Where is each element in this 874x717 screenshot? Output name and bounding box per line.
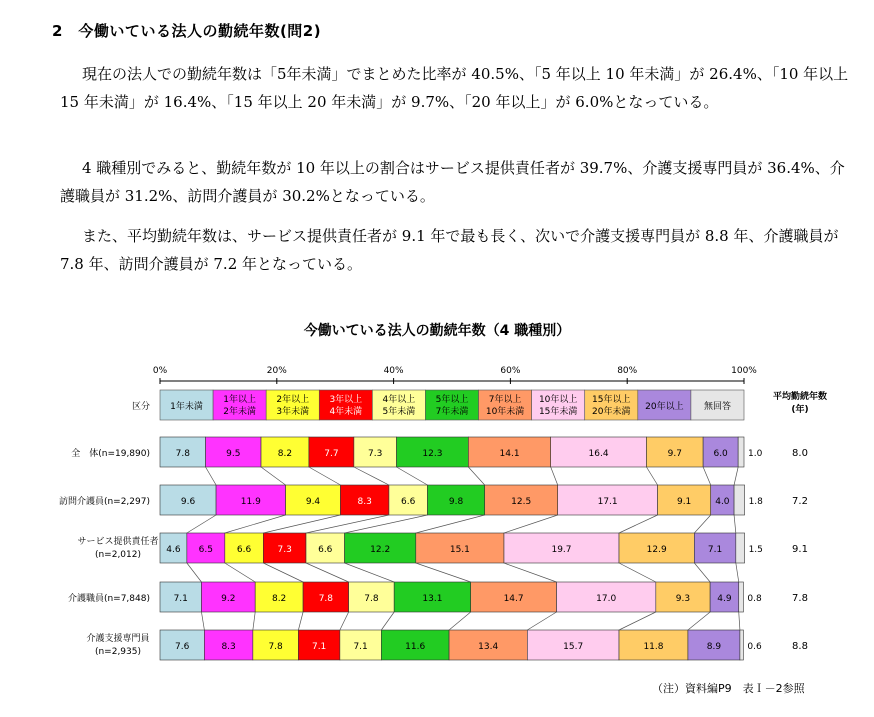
- bar-value-label: 19.7: [551, 545, 572, 555]
- connector-line: [688, 612, 710, 630]
- bar-value-label: 7.1: [173, 594, 188, 604]
- bar-value-label: 8.2: [271, 594, 287, 604]
- row-label: 訪問介護員(n=2,297): [58, 497, 150, 507]
- bar-segment: [739, 582, 744, 612]
- bar-value-label: 7.1: [353, 642, 368, 652]
- bar-value-label: 0.6: [747, 642, 762, 652]
- bar-value-label: 7.1: [311, 642, 327, 652]
- legend-label: 10年以上: [538, 395, 578, 405]
- row-label: 全 体(n=19,890): [71, 449, 150, 459]
- legend-label: 2年以上: [276, 395, 310, 405]
- x-tick-label: 20%: [266, 366, 287, 376]
- bar-segment: [734, 485, 745, 515]
- connector-line: [416, 515, 485, 533]
- legend-label: 2年未満: [223, 407, 257, 417]
- connector-line: [736, 563, 739, 582]
- bar-value-label: 7.1: [707, 545, 723, 555]
- bar-value-label: 7.8: [268, 642, 283, 652]
- bar-value-label: 6.6: [318, 545, 333, 555]
- legend-label: 1年以上: [223, 395, 257, 405]
- connector-line: [694, 563, 710, 582]
- connector-line: [354, 467, 389, 485]
- bar-value-label: 7.8: [318, 594, 334, 604]
- legend-label: 15年未満: [538, 407, 578, 417]
- bar-value-label: 8.9: [706, 642, 722, 652]
- bar-segment: [740, 630, 744, 660]
- row-label: 介護支援専門員: [86, 634, 150, 644]
- connector-line: [340, 612, 349, 630]
- bar-value-label: 7.3: [277, 545, 292, 555]
- legend-label: 4年以上: [382, 395, 416, 405]
- legend-label: 20年以上: [645, 402, 684, 412]
- row-label: (n=2,012): [94, 550, 142, 560]
- connector-line: [646, 467, 657, 485]
- bar-value-label: 4.9: [717, 594, 732, 604]
- connector-line: [201, 612, 204, 630]
- bar-value-label: 15.1: [449, 545, 470, 555]
- bar-value-label: 14.7: [503, 594, 524, 604]
- connector-line: [551, 467, 558, 485]
- connector-line: [225, 563, 255, 582]
- connector-line: [619, 612, 656, 630]
- connector-line: [381, 612, 394, 630]
- connector-line: [187, 515, 216, 533]
- bar-value-label: 6.6: [401, 497, 416, 507]
- bar-value-label: 13.1: [422, 594, 443, 604]
- legend-label: 4年未満: [329, 407, 363, 417]
- x-tick-label: 80%: [617, 366, 638, 376]
- bar-value-label: 9.2: [221, 594, 236, 604]
- section-heading: 2 今働いている法人の勤続年数(問2): [52, 22, 322, 40]
- bar-value-label: 9.8: [448, 497, 464, 507]
- bar-value-label: 7.3: [368, 449, 383, 459]
- connector-line: [206, 467, 217, 485]
- legend-label: 3年以上: [329, 395, 363, 405]
- connector-line: [345, 563, 395, 582]
- bar-value-label: 9.1: [676, 497, 692, 507]
- bar-value-label: 15.7: [563, 642, 584, 652]
- connector-line: [261, 467, 286, 485]
- bar-value-label: 1.0: [748, 449, 763, 459]
- connector-line: [253, 612, 255, 630]
- row-label: 介護職員(n=7,848): [67, 594, 150, 604]
- bar-value-label: 7.8: [364, 594, 379, 604]
- connector-line: [694, 515, 710, 533]
- avg-header-label: 平均勤続年数: [772, 392, 828, 402]
- average-years-value: 8.8: [792, 641, 808, 652]
- connector-line: [734, 467, 738, 485]
- bar-value-label: 9.6: [180, 497, 196, 507]
- bar-value-label: 9.5: [226, 449, 241, 459]
- bar-value-label: 9.7: [667, 449, 682, 459]
- bar-value-label: 6.6: [236, 545, 252, 555]
- bar-value-label: 6.5: [198, 545, 214, 555]
- connector-line: [263, 515, 340, 533]
- bar-value-label: 4.6: [166, 545, 181, 555]
- bar-value-label: 16.4: [588, 449, 609, 459]
- bar-value-label: 9.3: [675, 594, 691, 604]
- bar-value-label: 8.2: [277, 449, 293, 459]
- average-years-value: 7.8: [792, 593, 808, 604]
- connector-line: [504, 515, 558, 533]
- bar-value-label: 6.0: [713, 449, 728, 459]
- x-tick-label: 100%: [731, 366, 757, 376]
- connector-line: [309, 467, 341, 485]
- bar-value-label: 12.5: [511, 497, 532, 507]
- connector-line: [504, 563, 557, 582]
- row-label: (n=2,935): [94, 647, 142, 657]
- connector-line: [739, 612, 740, 630]
- bar-segment: [736, 533, 745, 563]
- bar-segment: [738, 437, 744, 467]
- connector-line: [187, 563, 202, 582]
- connector-line: [468, 467, 484, 485]
- connector-line: [306, 563, 349, 582]
- bar-value-label: 8.3: [357, 497, 372, 507]
- connector-line: [527, 612, 556, 630]
- legend-label: 無回答: [703, 402, 731, 412]
- legend-label: 15年以上: [592, 395, 631, 405]
- average-years-value: 9.1: [792, 544, 808, 555]
- x-tick-label: 40%: [383, 366, 404, 376]
- bar-value-label: 17.1: [597, 497, 618, 507]
- bar-value-label: 11.6: [405, 642, 426, 652]
- connector-line: [734, 515, 736, 533]
- bar-value-label: 7.7: [324, 449, 339, 459]
- legend-label: 20年未満: [592, 407, 631, 417]
- average-years-value: 8.0: [792, 448, 808, 459]
- bar-value-label: 7.8: [175, 449, 190, 459]
- legend-label: 5年以上: [435, 395, 469, 405]
- legend-label: 10年未満: [485, 407, 525, 417]
- connector-line: [703, 467, 711, 485]
- bar-value-label: 11.8: [643, 642, 664, 652]
- x-tick-label: 0%: [152, 366, 168, 376]
- paragraph-2: 4 職種別でみると、勤続年数が 10 年以上の割合はサービス提供責任者が 39.7%、介護支援専門員が 36.4%、介護職員が 31.2%、訪問介護員が 30.2%となっている。: [60, 159, 845, 205]
- bar-value-label: 12.2: [370, 545, 391, 555]
- connector-line: [619, 515, 658, 533]
- avg-header-unit: (年): [791, 405, 809, 415]
- connector-line: [397, 467, 428, 485]
- header-label: 区分: [131, 402, 150, 412]
- paragraph-3: また、平均勤続年数は、サービス提供責任者が 9.1 年で最も長く、次いで介護支援専門員が 8.8 年、介護職員が 7.8 年、訪問介護員が 7.2 年となっている。: [60, 227, 839, 273]
- connector-line: [263, 563, 303, 582]
- bar-value-label: 4.0: [715, 497, 730, 507]
- x-tick-label: 60%: [500, 366, 521, 376]
- bar-value-label: 1.8: [748, 497, 763, 507]
- connector-line: [306, 515, 389, 533]
- bar-value-label: 7.6: [175, 642, 190, 652]
- bar-value-label: 14.1: [499, 449, 520, 459]
- connector-line: [345, 515, 428, 533]
- average-years-value: 7.2: [792, 496, 808, 507]
- connector-line: [298, 612, 303, 630]
- bar-value-label: 1.5: [748, 545, 763, 555]
- bar-value-label: 9.4: [305, 497, 321, 507]
- bar-value-label: 12.9: [646, 545, 667, 555]
- bar-value-label: 8.3: [221, 642, 236, 652]
- bar-value-label: 17.0: [596, 594, 617, 604]
- bar-value-label: 12.3: [422, 449, 443, 459]
- connector-line: [449, 612, 471, 630]
- source-note: （注）資料編P9 表Ｉ－2参照: [652, 682, 805, 695]
- row-label: サービス提供責任者: [77, 537, 159, 547]
- bar-value-label: 0.8: [747, 594, 762, 604]
- legend-label: 7年以上: [488, 395, 522, 405]
- connector-line: [619, 563, 656, 582]
- bar-value-label: 13.4: [478, 642, 499, 652]
- legend-label: 5年未満: [382, 407, 416, 417]
- legend-label: 1年未満: [170, 402, 203, 412]
- legend-label: 3年未満: [276, 407, 310, 417]
- legend-label: 7年未満: [435, 407, 469, 417]
- connector-line: [416, 563, 471, 582]
- chart-title: 今働いている法人の勤続年数（4 職種別）: [303, 323, 571, 339]
- bar-value-label: 11.9: [240, 497, 261, 507]
- paragraph-1: 現在の法人での勤続年数は「5年未満」でまとめた比率が 40.5%、「5 年以上 10 年未満」が 26.4%、「10 年以上 15 年未満」が 16.4%、「15 年以上 20 年未満」が 9.7%、「20 年以上」が 6.0%となっている。: [60, 65, 849, 111]
